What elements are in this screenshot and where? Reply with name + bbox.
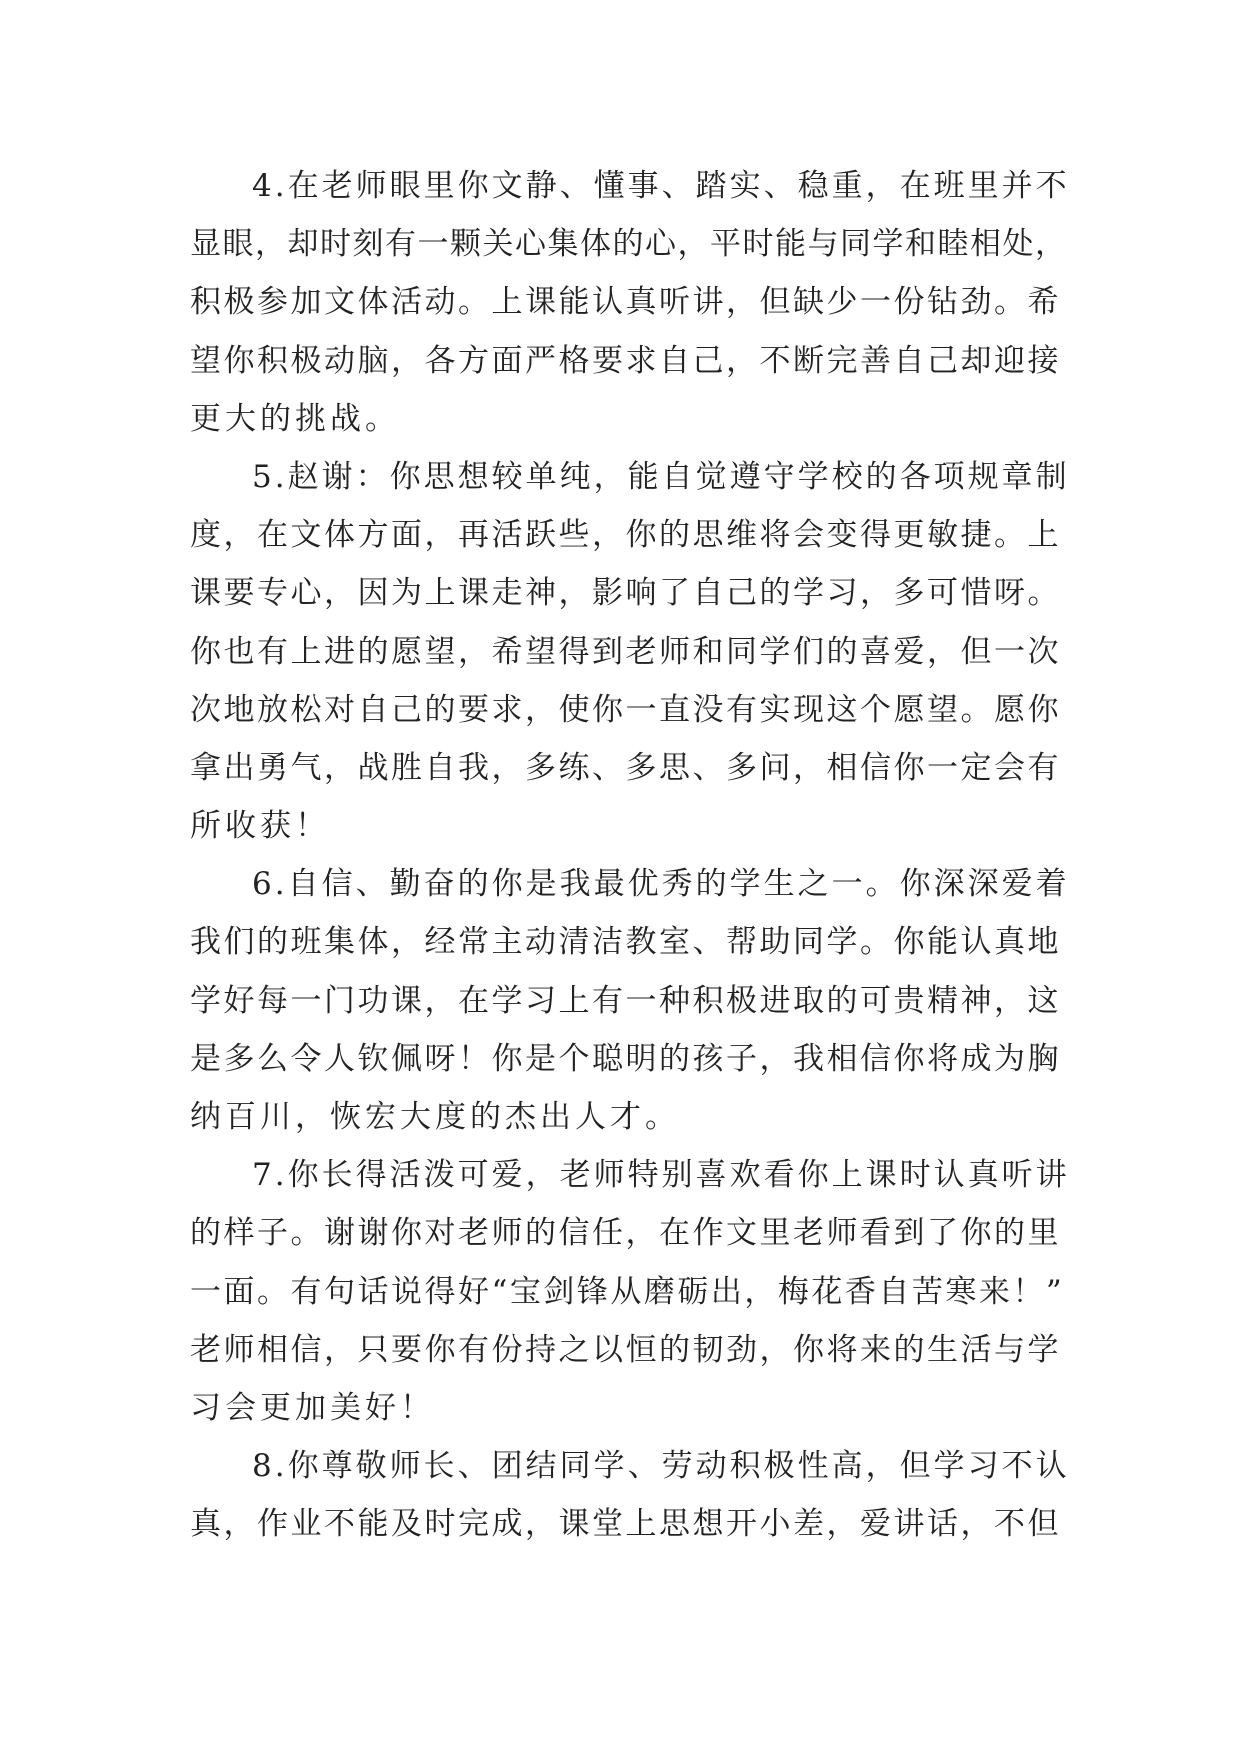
text-line: 的样子。谢谢你对老师的信任，在作文里老师看到了你的里 xyxy=(190,1215,1061,1252)
text-line: 显眼，却时刻有一颗关心集体的心，平时能与同学和睦相处， xyxy=(190,226,1068,263)
text-line: 望你积极动脑，各方面严格要求自己，不断完善自己却迎接 xyxy=(190,342,1061,379)
text-line: 真，作业不能及时完成，课堂上思想开小差，爱讲话，不但 xyxy=(190,1506,1061,1543)
text-line: 学好每一门功课，在学习上有一种积极进取的可贵精神，这 xyxy=(190,982,1061,1019)
text-line: 课要专心，因为上课走神，影响了自己的学习，多可惜呀。 xyxy=(190,575,1061,612)
text-line: 一面。有句话说得好“宝剑锋从磨砺出，梅花香自苦寒来！” xyxy=(190,1273,1065,1310)
text-line: 7.你长得活泼可爱，老师特别喜欢看你上课时认真听讲 xyxy=(252,1157,1070,1194)
text-line: 度，在文体方面，再活跃些，你的思维将会变得更敏捷。上 xyxy=(190,517,1061,554)
text-line: 5.赵谢：你思想较单纯，能自觉遵守学校的各项规章制 xyxy=(252,458,1070,495)
text-line: 拿出勇气，战胜自我，多练、多思、多问，相信你一定会有 xyxy=(190,749,1061,786)
text-line: 6.自信、勤奋的你是我最优秀的学生之一。你深深爱着 xyxy=(252,866,1070,903)
text-line: 你也有上进的愿望，希望得到老师和同学们的喜爱，但一次 xyxy=(190,633,1061,670)
text-line: 纳百川，恢宏大度的杰出人才。 xyxy=(190,1099,680,1135)
paragraph-5 xyxy=(190,448,1070,855)
text-line: 是多么令人钦佩呀！你是个聪明的孩子，我相信你将成为胸 xyxy=(190,1040,1061,1077)
text-line: 次地放松对自己的要求，使你一直没有实现这个愿望。愿你 xyxy=(190,691,1061,728)
paragraph-6 xyxy=(190,855,1070,1146)
paragraph-8 xyxy=(190,1437,1070,1553)
text-line: 所收获！ xyxy=(190,808,330,845)
text-line: 老师相信，只要你有份持之以恒的韧劲，你将来的生活与学 xyxy=(190,1331,1061,1368)
paragraph-4 xyxy=(190,157,1070,448)
text-line: 更大的挑战。 xyxy=(190,400,400,437)
text-line: 积极参加文体活动。上课能认真听讲，但缺少一份钻劲。希 xyxy=(190,284,1061,321)
text-line: 4.在老师眼里你文静、懂事、踏实、稳重，在班里并不 xyxy=(252,168,1070,204)
body-text xyxy=(190,157,1070,1554)
text-line: 我们的班集体，经常主动清洁教室、帮助同学。你能认真地 xyxy=(190,924,1061,961)
text-line: 习会更加美好！ xyxy=(190,1389,435,1426)
paragraph-7 xyxy=(190,1146,1070,1437)
text-line: 8.你尊敬师长、团结同学、劳动积极性高，但学习不认 xyxy=(252,1448,1070,1485)
